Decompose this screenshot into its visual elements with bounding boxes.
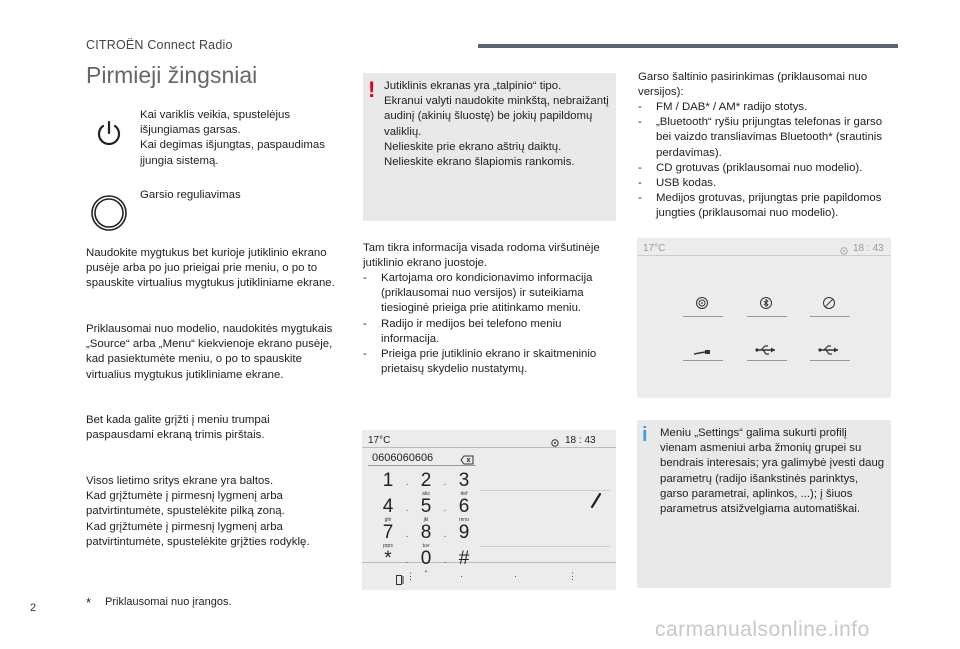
list-item: - Prieiga prie jutiklinio ekrano ir skaitmeninio prietaisų skydelio nustatymų. — [363, 348, 597, 376]
right-bullet-list — [638, 100, 893, 222]
power-icon — [92, 116, 126, 150]
key-7[interactable]: 7 pqrs — [382, 522, 394, 549]
power-text: Kai variklis veikia, spustelėjus išjungiamas garsas. Kai degimas išjungtas, paspaudimas įjungia sistemą. — [140, 109, 325, 167]
bluetooth-source-icon[interactable] — [759, 296, 773, 315]
key-2[interactable]: 2 abc — [420, 470, 432, 497]
volume-text: Garsio reguliavimas — [140, 189, 241, 201]
list-item: - Medijos grotuvas, prijungtas prie papildomos jungties (priklausomai nuo modelio). — [638, 192, 882, 220]
screen-temperature[interactable]: 17°C — [368, 435, 391, 446]
list-item: - FM / DAB* / AM* radijo stotys. — [638, 101, 808, 113]
keypad-row: * · 0 + · # — [375, 546, 477, 568]
key-9[interactable]: 9 — [458, 522, 470, 543]
divider — [810, 360, 850, 361]
number-underline — [368, 465, 476, 466]
dial-keypad — [375, 468, 477, 575]
footnote-text: Priklausomai nuo įrangos. — [105, 596, 232, 608]
divider — [747, 360, 787, 361]
divider — [480, 490, 610, 491]
source-screen — [637, 238, 891, 398]
list-item: - „Bluetooth“ ryšiu prijungtas telefonas ir garso bei vaizdo transliavimas Bluetooth* (srautinis perdavimas). — [638, 116, 883, 159]
divider — [810, 316, 850, 317]
keypad-row: 1 · 2 abc · 3 def — [375, 468, 477, 490]
section-title: Pirmieji žingsniai — [86, 62, 258, 88]
key-6[interactable]: 6 mno — [458, 496, 470, 523]
menu-separator: ⋮ — [406, 571, 415, 581]
divider — [747, 316, 787, 317]
list-item: - USB kodas. — [638, 177, 717, 190]
warning-text: Jutiklinis ekranas yra „talpinio“ tipo. Ekranui valyti naudokite minkštą, nebraižantį audinį (akinių šluostę) be jokių papildomų valiklių. Nelieskite prie ekrano aštrių daiktų. Nelieskite ekrano šlapiomis rankomis. — [384, 80, 609, 169]
screen-time: 18 : 43 — [853, 243, 884, 254]
usb-source-icon[interactable] — [818, 343, 840, 361]
menu-dot: · — [460, 571, 463, 581]
header-bar — [478, 44, 898, 48]
page-number: 2 — [30, 602, 37, 614]
dialed-number: 0606060606 — [372, 452, 434, 464]
divider — [683, 360, 723, 361]
key-3[interactable]: 3 def — [458, 470, 470, 497]
right-intro: Garso šaltinio pasirinkimas (priklausomai nuo versijos): — [638, 71, 868, 99]
key-0[interactable]: 0 + — [420, 548, 432, 575]
more-options-icon[interactable]: ⋮ — [568, 571, 577, 581]
warning-box — [363, 73, 616, 221]
paragraph-3: Bet kada galite grįžti į meniu trumpai paspausdami ekraną trimis pirštais. — [86, 414, 270, 442]
key-4[interactable]: 4 ghi — [382, 496, 394, 523]
list-item: - Kartojama oro kondicionavimo informacija (priklausomai nuo versijos) ir suteikiama tiesioginė prieiga prie atitinkamo meniu. — [363, 272, 593, 315]
watermark: carmanualsonline.info — [655, 618, 870, 641]
screen-temperature[interactable]: 17°C — [643, 243, 666, 254]
call-icon[interactable] — [589, 493, 603, 514]
cd-source-icon[interactable] — [822, 296, 836, 315]
volume-knob-icon — [89, 193, 129, 233]
keypad-row: 4 ghi · 5 jkl · 6 mno — [375, 494, 477, 516]
usb-source-icon[interactable] — [755, 343, 777, 361]
radio-source-icon[interactable] — [695, 296, 709, 315]
keypad-row: 7 pqrs · 8 tuv · 9 — [375, 520, 477, 542]
divider — [637, 255, 891, 256]
key-star[interactable]: * — [384, 548, 392, 569]
paragraph-2: Priklausomai nuo modelio, naudokitės mygtukais „Source“ arba „Menu“ kiekvienoje ekrano pusėje, kad pasiektumėte meniu, o po to spauskite virtualius mygtukus jutikliniame ekrane. — [86, 323, 333, 381]
header-title: CITROËN Connect Radio — [86, 38, 233, 52]
middle-bullet-list — [363, 271, 618, 377]
middle-intro: Tam tikra informacija visada rodoma viršutinėje jutiklinio ekrano juostoje. — [363, 242, 600, 270]
contacts-icon[interactable] — [396, 572, 404, 590]
info-text: Meniu „Settings“ galima sukurti profilį vienam asmeniui arba žmonių grupei su bendrais interesais; yra galimybė įvesti daug parametrų (radijo išankstinės parinktys, garso parametrai, aplinkos, ...); į šiuos parametrus atsižvelgiama automatiškai. — [660, 427, 885, 516]
settings-icon[interactable] — [550, 435, 560, 453]
key-hash[interactable]: # — [458, 548, 470, 569]
key-1[interactable]: 1 — [382, 470, 394, 491]
divider — [683, 316, 723, 317]
key-8[interactable]: 8 tuv — [420, 522, 432, 549]
info-icon: i — [642, 424, 648, 446]
divider — [480, 546, 610, 547]
list-item: - CD grotuvas (priklausomai nuo modelio). — [638, 161, 863, 174]
list-item: - Radijo ir medijos bei telefono meniu informacija. — [363, 317, 562, 345]
paragraph-1: Naudokite mygtukus bet kurioje jutiklinio ekrano pusėje arba po juo prieigai prie meniu, o po to spauskite virtualius mygtukus jutikliniame ekrane. — [86, 247, 335, 290]
settings-icon[interactable] — [839, 243, 849, 261]
key-5[interactable]: 5 jkl — [420, 496, 432, 523]
warning-icon: ! — [368, 77, 376, 102]
screen-time: 18 : 43 — [565, 435, 596, 446]
footnote-mark: * — [86, 595, 92, 610]
paragraph-4: Visos lietimo sritys ekrane yra baltos. Kad grįžtumėte į pirmesnį lygmenį arba patvirtintumėte, spustelėkite pilką zoną. Kad grįžtumėte į pirmesnį lygmenį arba patvirtintumėte, spustelėkite grįžties rodyklę. — [86, 475, 310, 548]
info-box — [637, 420, 891, 588]
menu-dot: · — [514, 571, 517, 581]
divider — [362, 447, 616, 448]
